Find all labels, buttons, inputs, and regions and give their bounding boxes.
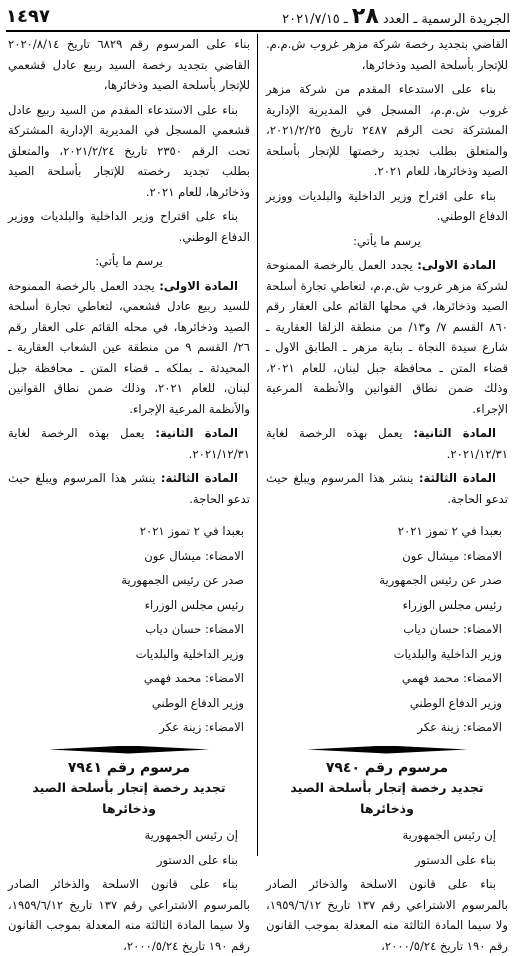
paragraph: بناء على اقتراح وزير الداخلية والبلديات ووزير الدفاع الوطني. (266, 188, 508, 223)
article-text: يعمل بهذه الرخصة لغاية ٢٠٢١/١٢/٣١. (266, 426, 508, 461)
signature: الامضاء: زينة عكر (159, 720, 244, 734)
paragraph: إن رئيس الجمهورية (144, 828, 238, 842)
sign-date: بعبدا في ٢ تموز ٢٠٢١ (139, 524, 244, 538)
article-text: ينشر هذا المرسوم ويبلغ حيث تدعو الحاجة. (8, 471, 250, 506)
signatory-title: رئيس مجلس الوزراء (402, 597, 502, 612)
paragraph: بناء على المرسوم رقم ٦٨٢٩ تاريخ ٢٠٢٠/٨/١٤ القاضي بتجديد رخصة السيد ربيع عادل قشعمي للإتجار بأسلحة الصيد وذخائرها، (8, 37, 250, 92)
signatory-title: وزير الدفاع الوطني (409, 695, 502, 710)
issue-number: ٢٨ (351, 3, 379, 29)
column-divider (257, 34, 258, 856)
article-label: المادة الثانية: (155, 426, 238, 440)
section-separator (49, 746, 209, 754)
article-text: يجدد العمل بالرخصة الممنوحة للسيد ربيع عادل قشعمي، لتعاطي تجارة أسلحة الصيد وذخائرها، في محله القائم على العقار رقم ٢٦/ القسم ٩ من منطقة عين الشعاب العقارية ـ المحيدثة ـ بملكه ـ قضاء المتن ـ محافظة جبل لبنان، للعام ٢٠٢١، وذلك ضمن نطاق القوانين والأنظمة المرعية الإجراء. (8, 278, 250, 416)
paragraph: إن رئيس الجمهورية (402, 828, 496, 842)
paragraph: بناء على الدستور (156, 852, 238, 867)
article-2 (266, 423, 508, 464)
decree-line: يرسم ما يأتي: (95, 254, 163, 268)
left-column (8, 34, 250, 953)
signatory-title: وزير الداخلية والبلديات (135, 646, 244, 661)
decree-subtitle: تجديد رخصة إتجار بأسلحة الصيد وذخائرها (290, 780, 484, 816)
signature: الامضاء: محمد فهمي (143, 671, 244, 685)
decree-subtitle: تجديد رخصة إتجار بأسلحة الصيد وذخائرها (32, 780, 226, 816)
paragraph: بناء على قانون الاسلحة والذخائر الصادر بالمرسوم الاشتراعي رقم ١٣٧ تاريخ ١٩٥٩/٦/١٢، ولا سيما المادة الثالثة منه المعدلة بموجب القانون رقم ١٩٠ تاريخ ٢٠٠٠/٥/٢٤، (266, 877, 508, 953)
decree-title: مرسوم رقم ٧٩٤٠ (325, 759, 449, 776)
article-3 (266, 468, 508, 509)
article-text: يجدد العمل بالرخصة الممنوحة لشركة مزهر غروب ش.م.م، لتعاطي تجارة أسلحة الصيد وذخائرها، في محلها القائم على العقار رقم ٨٦٠ القسم ٧/ و١٣/ من منطقة الزلقا العقارية ـ شارع سيدة النجاة ـ بناية مزهر ـ الطابق الاول ـ قضاء المتن ـ محافظة جبل لبنان، للعام ٢٠٢١، وذلك ضمن نطاق القوانين والأنظمة المرعية الإجراء. (266, 258, 508, 416)
article-label: المادة الاولى: (417, 258, 496, 272)
article-label: المادة الثالثة: (160, 471, 238, 485)
decree-title: مرسوم رقم ٧٩٤١ (67, 759, 191, 776)
issued-by: صدر عن رئيس الجمهورية (379, 573, 502, 587)
issued-by: صدر عن رئيس الجمهورية (121, 573, 244, 587)
page-header (6, 4, 510, 28)
paragraph: القاضي بتجديد رخصة شركة مزهر غروب ش.م.م. للإتجار بأسلحة الصيد وذخائرها، (266, 37, 508, 72)
article-label: المادة الثانية: (413, 426, 496, 440)
issue-date: ـ ٢٠٢١/٧/١٥ (282, 11, 348, 27)
page-number: ١٤٩٧ (6, 5, 50, 27)
signature: الامضاء: زينة عكر (417, 720, 502, 734)
signatory-title: وزير الداخلية والبلديات (393, 646, 502, 661)
article-2 (8, 423, 250, 464)
signature: الامضاء: حسان دياب (403, 622, 502, 636)
signatory-title: وزير الدفاع الوطني (151, 695, 244, 710)
signature: الامضاء: حسان دياب (145, 622, 244, 636)
article-label: المادة الثالثة: (418, 471, 496, 485)
article-1 (8, 276, 250, 420)
article-3 (8, 468, 250, 509)
section-separator (307, 746, 467, 754)
paragraph: بناء على قانون الاسلحة والذخائر الصادر بالمرسوم الاشتراعي رقم ١٣٧ تاريخ ١٩٥٩/٦/١٢، ولا سيما المادة الثالثة منه المعدلة بموجب القانون رقم ١٩٠ تاريخ ٢٠٠٠/٥/٢٤، (8, 877, 250, 953)
signature: الامضاء: ميشال عون (402, 548, 502, 563)
header-divider (6, 30, 510, 32)
paragraph: بناء على الدستور (414, 852, 496, 867)
paragraph: بناء على الاستدعاء المقدم من السيد ربيع عادل قشعمي المسجل في المديرية الإدارية المشتركة تحت الرقم ٢٣٥٠ تاريخ ٢٠٢١/٢/٢٤، والمتعلق بطلب تجديد رخصته للإتجار بأسلحة الصيد وذخائرها، للعام ٢٠٢١. (8, 102, 250, 199)
paragraph: بناء على اقتراح وزير الداخلية والبلديات ووزير الدفاع الوطني. (8, 209, 250, 244)
article-text: يعمل بهذه الرخصة لغاية ٢٠٢١/١٢/٣١. (8, 426, 250, 461)
article-text: ينشر هذا المرسوم ويبلغ حيث تدعو الحاجة. (266, 471, 508, 506)
right-column (266, 34, 508, 953)
article-label: المادة الاولى: (159, 278, 238, 293)
article-1 (266, 255, 508, 419)
gazette-name: الجريدة الرسمية ـ العدد (382, 11, 510, 27)
sign-date: بعبدا في ٢ تموز ٢٠٢١ (397, 524, 502, 538)
signature: الامضاء: محمد فهمي (401, 671, 502, 685)
paragraph: بناء على الاستدعاء المقدم من شركة مزهر غروب ش.م.م، المسجل في المديرية الإدارية المشتركة تحت الرقم ٢٤٨٧ تاريخ ٢٠٢١/٢/٢٥، والمتعلق بطلب تجديد رخصتها للإتجار بأسلحة الصيد وذخائرها، للعام ٢٠٢١. (266, 82, 508, 178)
header-title (282, 4, 510, 29)
signatory-title: رئيس مجلس الوزراء (144, 597, 244, 612)
decree-line: يرسم ما يأتي: (353, 233, 421, 248)
signature: الامضاء: ميشال عون (144, 548, 244, 563)
